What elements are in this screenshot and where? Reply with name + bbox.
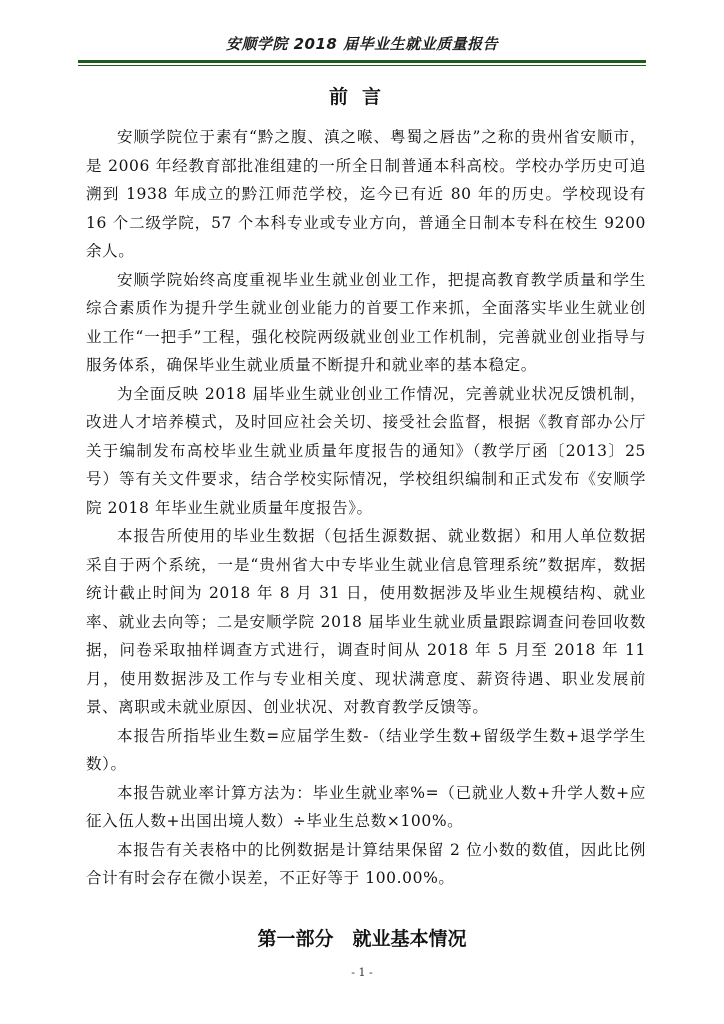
page-number: - 1 - (351, 966, 373, 979)
preface-paragraph: 为全面反映 2018 届毕业生就业创业工作情况，完善就业状况反馈机制，改进人才培养模式，及时回应社会关切、接受社会监督，根据《教育部办公厅关于编制发布高校毕业生就业质量年度报告的通知》（教学厅函〔2013〕25 号）等有关文件要求，结合学校实际情况，学校组织编制和正式发布《安顺学院 2018 年毕业生就业质量年度报告》。 (86, 384, 646, 517)
preface-paragraph: 本报告就业率计算方法为：毕业生就业率%=（已就业人数+升学人数+应征入伍人数+出国出境人数）÷毕业生总数×100%。 (86, 783, 646, 830)
running-header: 安顺学院 2018 届毕业生就业质量报告 (225, 35, 499, 53)
preface-paragraph: 本报告所指毕业生数=应届学生数-（结业学生数+留级学生数+退学学生数）。 (86, 726, 646, 773)
header-rule (78, 60, 646, 63)
preface-paragraph: 安顺学院始终高度重视毕业生就业创业工作，把提高教育教学质量和学生综合素质作为提升学生就业创业能力的首要工作来抓，全面落实毕业生就业创业工作“一把手”工程，强化校院两级就业创业工作机制，完善就业创业指导与服务体系，确保毕业生就业质量不断提升和就业率的基本稳定。 (86, 270, 646, 374)
preface-title: 前言 (328, 86, 395, 108)
preface-paragraph: 安顺学院位于素有“黔之腹、滇之喉、粤蜀之唇齿”之称的贵州省安顺市，是 2006 年经教育部批准组建的一所全日制普通本科高校。学校办学历史可追溯到 1938 年成立的黔江师范学校，迄今已有近 80 年的历史。学校现设有 16 个二级学院，57 个本科专业或专业方向，普通全日制本专科在校生 9200 余人。 (86, 128, 646, 260)
preface-paragraph: 本报告有关表格中的比例数据是计算结果保留 2 位小数的数值，因此比例合计有时会存在微小误差，不正好等于 100.00%。 (86, 840, 646, 887)
section-heading: 第一部分 就业基本情况 (257, 928, 467, 950)
preface-body (86, 123, 646, 893)
header-rule-thin (78, 65, 646, 66)
preface-paragraph: 本报告所使用的毕业生数据（包括生源数据、就业数据）和用人单位数据采自于两个系统，一是“贵州省大中专毕业生就业信息管理系统”数据库，数据统计截止时间为 2018 年 8 月 31 日，使用数据涉及毕业生规模结构、就业率、就业去向等；二是安顺学院 2018 届毕业生就业质量跟踪调查问卷回收数据，问卷采取抽样调查方式进行，调查时间从 2018 年 5 月至 2018 年 11 月，使用数据涉及工作与专业相关度、现状满意度、薪资待遇、职业发展前景、离职或未就业原因、创业状况、对教育教学反馈等。 (86, 527, 646, 716)
